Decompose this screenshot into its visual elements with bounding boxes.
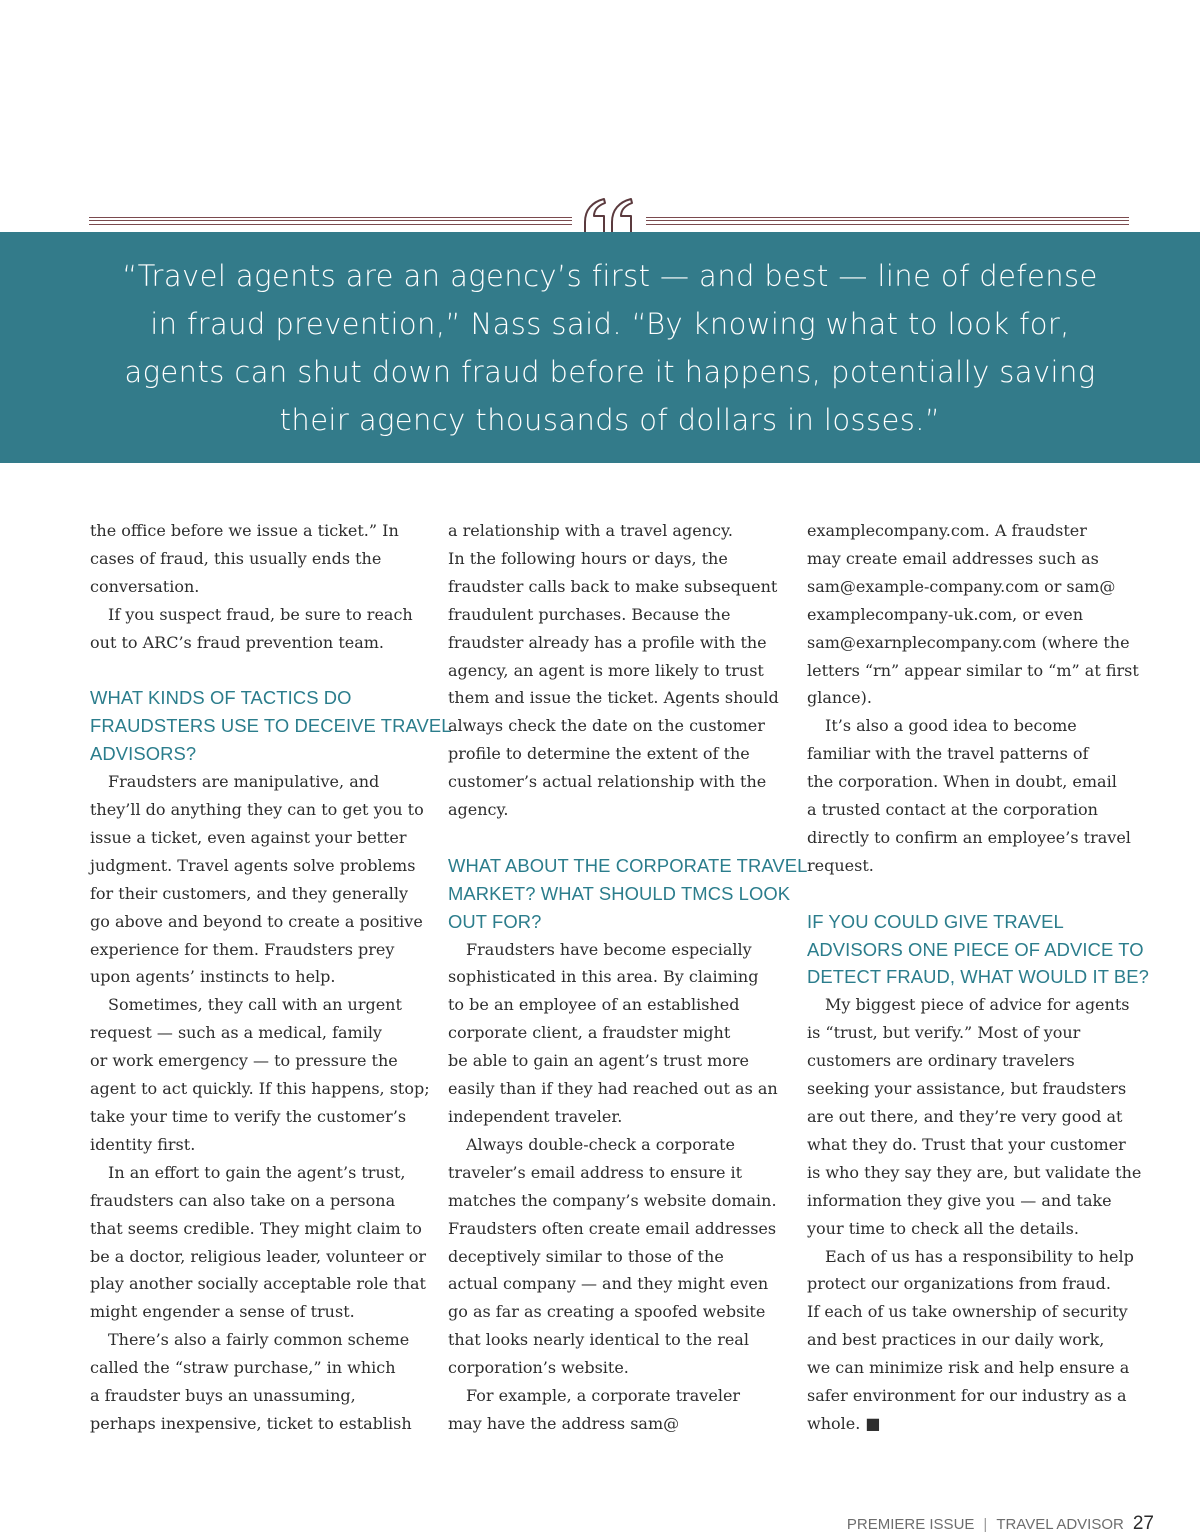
body-text-line: fraudulent purchases. Because the — [448, 604, 731, 624]
body-text-line: is “trust, but verify.” Most of your — [807, 1023, 1081, 1043]
body-text-line: corporation’s website. — [448, 1358, 629, 1378]
body-text-line: agency. — [448, 800, 509, 820]
publication-name: TRAVEL ADVISOR — [996, 1516, 1124, 1533]
pull-quote-line: “Travel agents are an agency’s first — and best — line of defense — [122, 259, 1098, 293]
body-text-line: a relationship with a travel agency. — [448, 521, 733, 540]
body-text-line: corporate client, a fraudster might — [448, 1023, 731, 1043]
body-text-line: examplecompany-uk.com, or even — [807, 604, 1083, 624]
section-heading-line: FRAUDSTERS USE TO DECEIVE TRAVEL — [90, 715, 452, 737]
page-number: 27 — [1132, 1513, 1154, 1534]
body-text-line: that looks nearly identical to the real — [448, 1330, 749, 1350]
body-text-line: safer environment for our industry as a — [807, 1386, 1127, 1406]
body-text-line: agency, an agent is more likely to trust — [448, 660, 764, 680]
body-text-line: profile to determine the extent of the — [448, 744, 750, 764]
body-text-line: actual company — and they might even — [448, 1274, 769, 1294]
body-text-line: seeking your assistance, but fraudsters — [807, 1079, 1127, 1099]
body-text-line: examplecompany.com. A fraudster — [807, 521, 1087, 540]
body-text-line: Fraudsters have become especially — [466, 939, 752, 959]
section-spacer — [90, 657, 420, 685]
section-heading-line: OUT FOR? — [448, 910, 542, 932]
body-text-line: go above and beyond to create a positive — [90, 911, 423, 931]
body-text-line: Each of us has a responsibility to help — [825, 1246, 1134, 1266]
body-text-line: go as far as creating a spoofed website — [448, 1302, 766, 1322]
body-text-line: sam@exarnplecompany.com (where the — [807, 632, 1130, 652]
pull-quote-line: in fraud prevention,” Nass said. “By knowing what to look for, — [150, 307, 1070, 341]
body-text-line: In an effort to gain the agent’s trust, — [108, 1162, 406, 1182]
pull-quote-line: agents can shut down fraud before it happens, potentially saving — [124, 355, 1096, 389]
body-text-line: they’ll do anything they can to get you to — [90, 800, 424, 820]
body-text-line: experience for them. Fraudsters prey — [90, 939, 395, 959]
body-text-line: and best practices in our daily work, — [807, 1330, 1105, 1350]
body-text-line: to be an employee of an established — [448, 995, 740, 1015]
body-text-line: easily than if they had reached out as an — [448, 1079, 778, 1099]
body-text-line: It’s also a good idea to become — [825, 716, 1077, 736]
body-text-line: fraudster already has a profile with the — [448, 632, 767, 652]
pull-quote-line: their agency thousands of dollars in losses.” — [279, 403, 941, 437]
body-text-line: protect our organizations from fraud. — [807, 1274, 1112, 1294]
body-text-line: for their customers, and they generally — [90, 883, 408, 903]
body-text-line: your time to check all the details. — [807, 1218, 1079, 1238]
body-text-line: may create email addresses such as — [807, 548, 1099, 568]
body-text-line: take your time to verify the customer’s — [90, 1107, 407, 1127]
section-heading-line: MARKET? WHAT SHOULD TMCS LOOK — [448, 882, 791, 904]
body-text-line: deceptively similar to those of the — [448, 1246, 724, 1266]
body-text-line: issue a ticket, even against your better — [90, 827, 407, 847]
section-spacer — [807, 880, 1137, 908]
article-column-1 — [90, 517, 452, 1438]
body-text-line: In the following hours or days, the — [448, 548, 728, 568]
body-text-line: the corporation. When in doubt, email — [807, 772, 1117, 792]
body-text-line: There’s also a fairly common scheme — [108, 1330, 410, 1350]
body-text-line: Fraudsters are manipulative, and — [108, 772, 380, 792]
body-text-line: If each of us take ownership of security — [807, 1302, 1128, 1322]
section-spacer — [448, 824, 778, 852]
body-text-line: If you suspect fraud, be sure to reach — [108, 604, 413, 624]
body-text-line: upon agents’ instincts to help. — [90, 967, 336, 987]
body-text-line: Always double-check a corporate — [466, 1134, 735, 1154]
article-column-2 — [448, 517, 808, 1438]
body-text-line: request — such as a medical, family — [90, 1023, 382, 1043]
decorative-rule-right — [646, 217, 1129, 225]
body-text-line: customer’s actual relationship with the — [448, 772, 767, 792]
section-heading-line: DETECT FRAUD, WHAT WOULD IT BE? — [807, 966, 1149, 988]
issue-label: PREMIERE ISSUE — [846, 1516, 975, 1533]
body-text-line: letters “rn” appear similar to “m” at first — [807, 660, 1139, 680]
body-text-line: independent traveler. — [448, 1107, 623, 1127]
body-text-line: For example, a corporate traveler — [466, 1386, 741, 1406]
body-text-line: directly to confirm an employee’s travel — [807, 827, 1131, 847]
body-text-line: always check the date on the customer — [448, 716, 765, 736]
body-text-line: sophisticated in this area. By claiming — [448, 967, 759, 987]
section-heading-line: WHAT KINDS OF TACTICS DO — [90, 687, 352, 709]
section-heading-line: ADVISORS? — [90, 743, 197, 765]
body-text-line: play another socially acceptable role that — [90, 1274, 426, 1294]
body-text-line: sam@example-company.com or sam@ — [807, 576, 1116, 596]
body-text-line: familiar with the travel patterns of — [807, 744, 1089, 764]
body-text-line: conversation. — [90, 576, 200, 596]
body-text-line: a trusted contact at the corporation — [807, 800, 1098, 820]
body-text-line: perhaps inexpensive, ticket to establish — [90, 1413, 412, 1433]
body-text-line: fraudsters can also take on a persona — [90, 1190, 396, 1210]
section-heading-line: WHAT ABOUT THE CORPORATE TRAVEL — [448, 854, 808, 876]
body-text-line: we can minimize risk and help ensure a — [807, 1358, 1130, 1378]
body-text-line: cases of fraud, this usually ends the — [90, 548, 382, 568]
pull-quote — [100, 252, 1120, 444]
body-text-line: a fraudster buys an unassuming, — [90, 1386, 356, 1406]
body-text-line: the office before we issue a ticket.” In — [90, 521, 399, 540]
body-text-line: Sometimes, they call with an urgent — [108, 995, 402, 1015]
body-text-line: request. — [807, 855, 874, 875]
body-text-line: Fraudsters often create email addresses — [448, 1218, 777, 1238]
body-text-line: traveler’s email address to ensure it — [448, 1162, 743, 1182]
body-text-line: is who they say they are, but validate the — [807, 1162, 1142, 1182]
body-text-line: may have the address sam@ — [448, 1413, 680, 1433]
body-text-line: or work emergency — to pressure the — [90, 1051, 398, 1071]
article-column-3 — [807, 517, 1149, 1438]
body-text-line: what they do. Trust that your customer — [807, 1134, 1126, 1154]
section-heading-line: IF YOU COULD GIVE TRAVEL — [807, 910, 1064, 932]
body-text-line: are out there, and they’re very good at — [807, 1107, 1123, 1127]
body-text-line: glance). — [807, 688, 872, 708]
body-text-line: fraudster calls back to make subsequent — [448, 576, 778, 596]
body-text-line: that seems credible. They might claim to — [90, 1218, 422, 1238]
body-text-line: might engender a sense of trust. — [90, 1302, 355, 1322]
body-text-line: whole. ■ — [807, 1413, 881, 1433]
body-text-line: be able to gain an agent’s trust more — [448, 1051, 750, 1071]
footer-separator: | — [983, 1516, 988, 1533]
body-text-line: called the “straw purchase,” in which — [90, 1358, 396, 1378]
body-text-line: them and issue the ticket. Agents should — [448, 688, 779, 708]
body-text-line: identity first. — [90, 1134, 196, 1154]
body-text-line: information they give you — and take — [807, 1190, 1112, 1210]
body-text-line: judgment. Travel agents solve problems — [90, 855, 416, 875]
body-text-line: matches the company’s website domain. — [448, 1190, 777, 1210]
body-text-line: agent to act quickly. If this happens, stop; — [90, 1079, 430, 1099]
body-text-line: out to ARC’s fraud prevention team. — [90, 632, 385, 652]
body-text-line: be a doctor, religious leader, volunteer or — [90, 1246, 427, 1266]
decorative-rule-left — [89, 217, 572, 225]
section-heading-line: ADVISORS ONE PIECE OF ADVICE TO — [807, 938, 1144, 960]
body-text-line: customers are ordinary travelers — [807, 1051, 1075, 1071]
page-footer — [847, 1513, 1154, 1535]
body-text-line: My biggest piece of advice for agents — [825, 995, 1130, 1015]
